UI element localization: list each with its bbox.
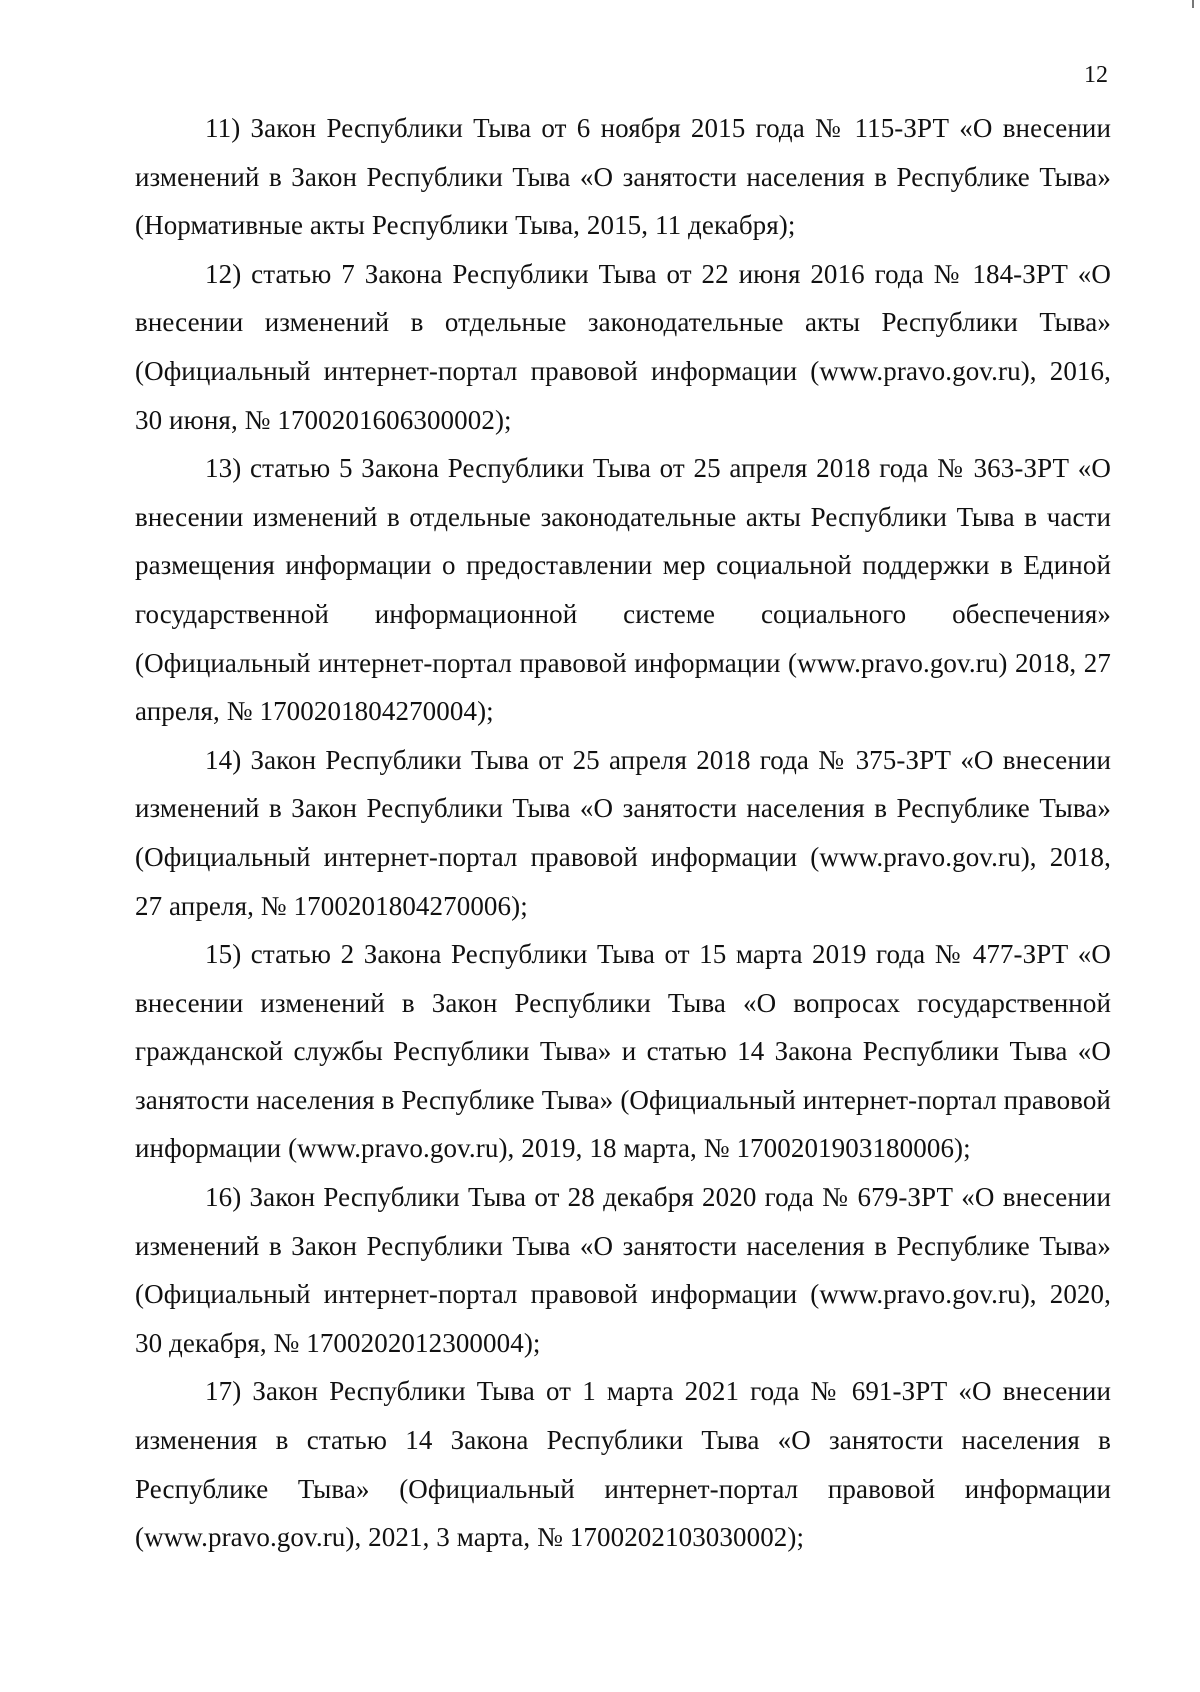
list-item-11: 11) Закон Республики Тыва от 6 ноября 2015 года № 115-ЗРТ «О внесении изменений в Закон Республики Тыва «О занятости населения в Республике Тыва» (Нормативные акты Республики Тыва, 2015, 11 декабря); bbox=[135, 113, 1111, 241]
document-body bbox=[135, 104, 1111, 1562]
list-item-12: 12) статью 7 Закона Республики Тыва от 22 июня 2016 года № 184-ЗРТ «О внесении изменений в отдельные законодательные акты Республики Тыва» (Официальный интернет-портал правовой информации (www.pravo.gov.ru), 2016, 30 июня, № 1700201606300002); bbox=[135, 258, 1111, 435]
list-item-17: 17) Закон Республики Тыва от 1 марта 2021 года № 691-ЗРТ «О внесении изменения в статью 14 Закона Республики Тыва «О занятости населения в Республике Тыва» (Официальный интернет-портал правовой информации (www.pravo.gov.ru), 2021, 3 марта, № 1700202103030002); bbox=[135, 1376, 1111, 1553]
list-item-14: 14) Закон Республики Тыва от 25 апреля 2018 года № 375-ЗРТ «О внесении изменений в Закон Республики Тыва «О занятости населения в Республике Тыва» (Официальный интернет-портал правовой информации (www.pravo.gov.ru), 2018, 27 апреля, № 1700201804270006); bbox=[135, 744, 1111, 921]
list-item-13: 13) статью 5 Закона Республики Тыва от 25 апреля 2018 года № 363-ЗРТ «О внесении изменений в отдельные законодательные акты Республики Тыва в части размещения информации о предоставлении мер социальной поддержки в Единой государственной информационной системе социального обеспечения» (Официальный интернет-портал правовой информации (www.pravo.gov.ru) 2018, 27 апреля, № 1700201804270004); bbox=[135, 453, 1111, 727]
list-item-15: 15) статью 2 Закона Республики Тыва от 15 марта 2019 года № 477-ЗРТ «О внесении изменений в Закон Республики Тыва «О вопросах государственной гражданской службы Республики Тыва» и статью 14 Закона Республики Тыва «О занятости населения в Республике Тыва» (Официальный интернет-портал правовой информации (www.pravo.gov.ru), 2019, 18 марта, № 1700201903180006); bbox=[135, 939, 1111, 1164]
list-item-16: 16) Закон Республики Тыва от 28 декабря 2020 года № 679-ЗРТ «О внесении изменений в Закон Республики Тыва «О занятости населения в Республике Тыва» (Официальный интернет-портал правовой информации (www.pravo.gov.ru), 2020, 30 декабря, № 1700202012300004); bbox=[135, 1182, 1111, 1358]
scan-artifact bbox=[1192, 0, 1194, 8]
page-number: 12 bbox=[1084, 62, 1108, 88]
